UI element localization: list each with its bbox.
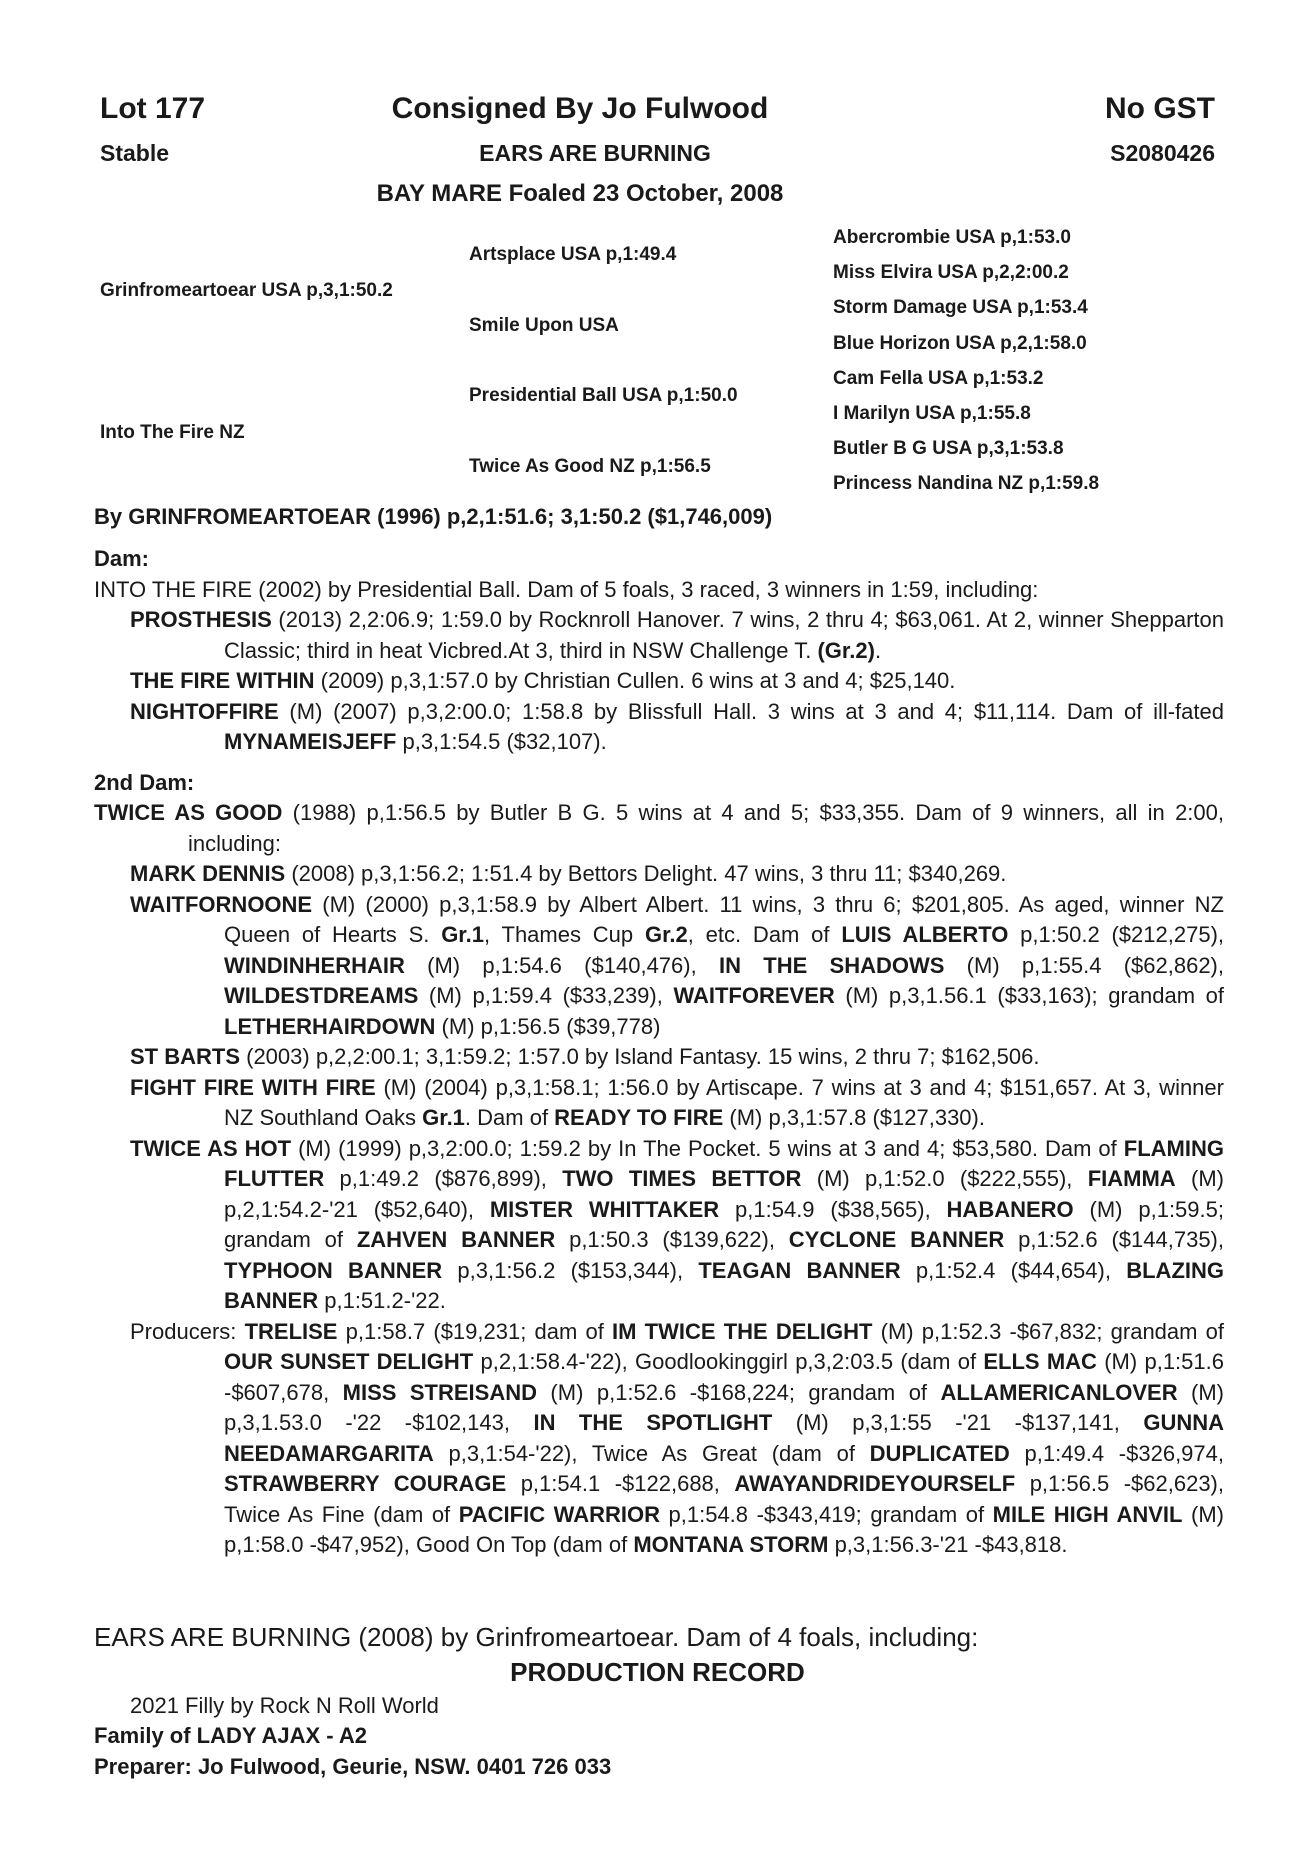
dam-entry: NIGHTOFFIRE (M) (2007) p,3,2:00.0; 1:58.8 by Blissfull Hall. 3 wins at 3 and 4; $11,114. Dam of ill-fated MYNAMEISJEFF p,3,1:54.5 ($32,107). (130, 698, 1224, 754)
pedigree-sire-sire: Artsplace USA p,1:49.4 (469, 244, 677, 265)
pedigree-g3-item: Storm Damage USA p,1:53.4 (833, 297, 1088, 318)
producers-entry: Producers: TRELISE p,1:58.7 ($19,231; dam of IM TWICE THE DELIGHT (M) p,1:52.3 -$67,832; grandam of OUR SUNSET DELIGHT p,2,1:58.4-'22), Goodlookinggirl p,3,2:03.5 (dam of ELLS MAC (M) p,1:51.6 -$607,678, MISS STREISAND (M) p,1:52.6 -$168,224; grandam of ALLAMERICANLOVER (M) p,3,1.53.0 -'22 -$102,143, IN THE SPOTLIGHT (M) p,3,1:55 -'21 -$137,141, GUNNA NEEDAMARGARITA p,3,1:54-'22), Twice As Great (dam of DUPLICATED p,1:49.4 -$326,974, STRAWBERRY COURAGE p,1:54.1 -$122,688, AWAYANDRIDEYOURSELF p,1:56.5 -$62,623), Twice As Fine (dam of PACIFIC WARRIOR p,1:54.8 -$343,419; grandam of MILE HIGH ANVIL (M) p,1:58.0 -$47,952), Good On Top (dam of MONTANA STORM p,3,1:56.3-'21 -$43,818. (130, 1318, 1225, 1557)
stable-label: Stable (100, 140, 170, 166)
horse-name: EARS ARE BURNING (479, 140, 711, 166)
catalogue-body (94, 544, 1224, 1561)
second-dam-entry: WAITFORNOONE (M) (2000) p,3,1:58.9 by Albert Albert. 11 wins, 3 thru 6; $201,805. As aged, winner NZ Queen of Hearts S. Gr.1, Thames Cup Gr.2, etc. Dam of LUIS ALBERTO p,1:50.2 ($212,275), WINDINHERHAIR (M) p,1:54.6 ($140,476), IN THE SHADOWS (M) p,1:55.4 ($62,862), WILDESTDREAMS (M) p,1:59.4 ($33,239), WAITFOREVER (M) p,3,1.56.1 ($33,163); grandam of LETHERHAIRDOWN (M) p,1:56.5 ($39,778) (130, 891, 1225, 1039)
pedigree-g3-item: Blue Horizon USA p,2,1:58.0 (833, 333, 1087, 354)
pedigree-g3-item: Abercrombie USA p,1:53.0 (833, 227, 1071, 248)
dam-entry: PROSTHESIS (2013) 2,2:06.9; 1:59.0 by Rocknroll Hanover. 7 wins, 2 thru 4; $63,061. At 2, winner Shepparton Classic; third in heat Vicbred.At 3, third in NSW Challenge T. (Gr.2). (130, 607, 1224, 663)
lot-number: Lot 177 (100, 92, 206, 125)
horse-code: S2080426 (1110, 140, 1215, 166)
sire-summary: By GRINFROMEARTOEAR (1996) p,2,1:51.6; 3,1:50.2 ($1,746,009) (94, 504, 773, 529)
second-dam-intro: TWICE AS GOOD (1988) p,1:56.5 by Butler B G. 5 wins at 4 and 5; $33,355. Dam of 9 winners, all in 2:00, including: (94, 800, 1224, 856)
pedigree-dam: Into The Fire NZ (100, 422, 245, 443)
gst-status: No GST (1105, 92, 1215, 125)
dam-entry: THE FIRE WITHIN (2009) p,3,1:57.0 by Christian Cullen. 6 wins at 3 and 4; $25,140. (130, 668, 956, 693)
second-dam-entry: FIGHT FIRE WITH FIRE (M) (2004) p,3,1:58.1; 1:56.0 by Artiscape. 7 wins at 3 and 4; $151,657. At 3, winner NZ Southland Oaks Gr.1. Dam of READY TO FIRE (M) p,3,1:57.8 ($127,330). (130, 1074, 1224, 1130)
foaled-line: BAY MARE Foaled 23 October, 2008 (376, 180, 784, 207)
pedigree-sire-dam: Smile Upon USA (469, 315, 619, 336)
pedigree-g3-item: Cam Fella USA p,1:53.2 (833, 368, 1044, 389)
pedigree-g3-item: Butler B G USA p,3,1:53.8 (833, 438, 1064, 459)
family-line: Family of LADY AJAX - A2 (94, 1723, 368, 1748)
ears-summary: EARS ARE BURNING (2008) by Grinfromeartoear. Dam of 4 foals, including: (94, 1622, 979, 1652)
dam-intro: INTO THE FIRE (2002) by Presidential Ball. Dam of 5 foals, 3 raced, 3 winners in 1:59, including: (94, 576, 1039, 602)
pedigree-sire: Grinfromeartoear USA p,3,1:50.2 (100, 280, 393, 301)
dam-heading: Dam: (94, 546, 150, 571)
pedigree-g3-item: I Marilyn USA p,1:55.8 (833, 403, 1031, 424)
preparer-line: Preparer: Jo Fulwood, Geurie, NSW. 0401 726 033 (94, 1754, 612, 1779)
second-dam-entry: MARK DENNIS (2008) p,3,1:56.2; 1:51.4 by Bettors Delight. 47 wins, 3 thru 11; $340,269. (130, 861, 1007, 886)
pedigree-dam-sire: Presidential Ball USA p,1:50.0 (469, 385, 738, 406)
pedigree-dam-dam: Twice As Good NZ p,1:56.5 (469, 456, 711, 477)
second-dam-entry: ST BARTS (2003) p,2,2:00.1; 3,1:59.2; 1:57.0 by Island Fantasy. 15 wins, 2 thru 7; $162,506. (130, 1044, 1040, 1069)
production-record-title: PRODUCTION RECORD (510, 1657, 805, 1687)
pedigree-g3-item: Princess Nandina NZ p,1:59.8 (833, 473, 1100, 494)
second-dam-entry: TWICE AS HOT (M) (1999) p,3,2:00.0; 1:59.2 by In The Pocket. 5 wins at 3 and 4; $53,580. Dam of FLAMING FLUTTER p,1:49.2 ($876,899), TWO TIMES BETTOR (M) p,1:52.0 ($222,555), FIAMMA (M) p,2,1:54.2-'21 ($52,640), MISTER WHITTAKER p,1:54.9 ($38,565), HABANERO (M) p,1:59.5; grandam of ZAHVEN BANNER p,1:50.3 ($139,622), CYCLONE BANNER p,1:52.6 ($144,735), TYPHOON BANNER p,3,1:56.2 ($153,344), TEAGAN BANNER p,1:52.4 ($44,654), BLAZING BANNER p,1:51.2-'22. (130, 1135, 1225, 1313)
pedigree-g3-item: Miss Elvira USA p,2,2:00.2 (833, 262, 1069, 283)
production-item: 2021 Filly by Rock N Roll World (130, 1693, 439, 1718)
second-dam-heading: 2nd Dam: (94, 769, 195, 795)
consignor: Consigned By Jo Fulwood (391, 92, 769, 125)
